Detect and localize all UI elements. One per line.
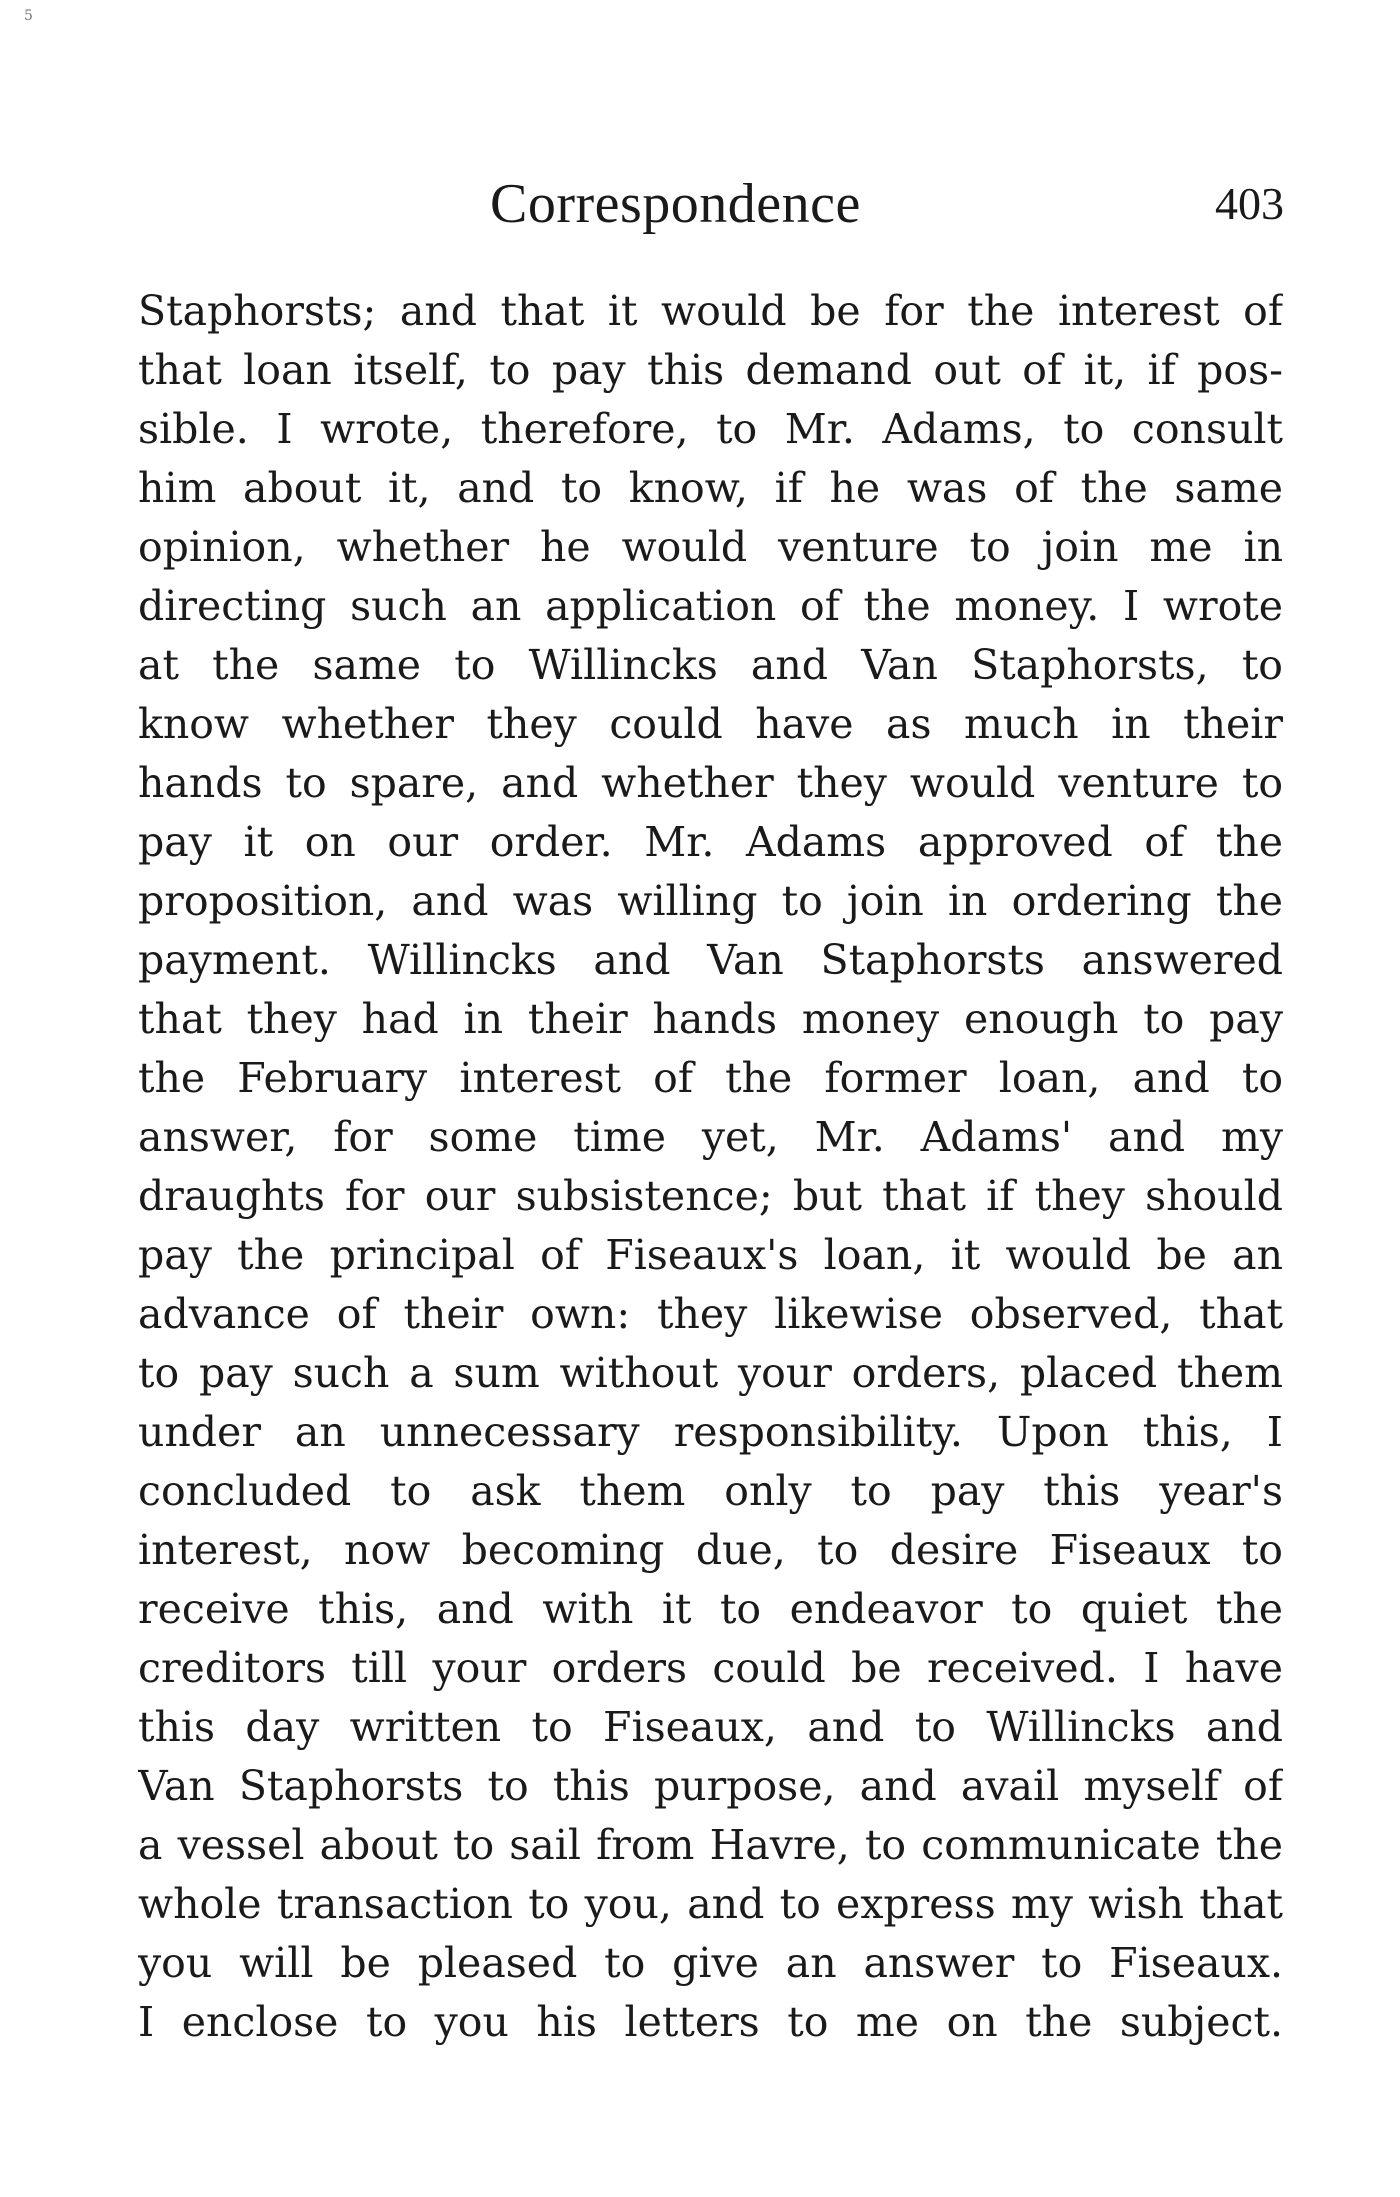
- text-line: proposition, and was willing to join in ordering the: [138, 877, 1283, 925]
- text-line: that they had in their hands money enough to pay: [138, 995, 1283, 1043]
- text-line: pay the principal of Fiseaux's loan, it would be an: [138, 1231, 1283, 1279]
- text-line: a vessel about to sail from Havre, to communicate the: [138, 1821, 1283, 1869]
- text-line: this day written to Fiseaux, and to Willincks and: [138, 1703, 1283, 1751]
- text-line: the February interest of the former loan, and to: [138, 1054, 1283, 1102]
- page-title: Correspondence: [490, 173, 861, 235]
- body-text: [138, 282, 1283, 2052]
- text-line: creditors till your orders could be received. I have: [138, 1644, 1283, 1692]
- text-line: you will be pleased to give an answer to Fiseaux.: [138, 1939, 1283, 1987]
- text-line: payment. Willincks and Van Staphorsts answered: [138, 936, 1283, 984]
- text-line: concluded to ask them only to pay this year's: [138, 1467, 1283, 1515]
- text-line: advance of their own: they likewise observed, that: [138, 1290, 1283, 1338]
- text-line: Van Staphorsts to this purpose, and avail myself of: [138, 1762, 1283, 1810]
- text-line: him about it, and to know, if he was of the same: [138, 464, 1283, 512]
- text-line: at the same to Willincks and Van Staphorsts, to: [138, 641, 1283, 689]
- text-line: to pay such a sum without your orders, placed them: [138, 1349, 1283, 1397]
- text-line: sible. I wrote, therefore, to Mr. Adams, to consult: [138, 405, 1283, 453]
- text-line: opinion, whether he would venture to join me in: [138, 523, 1283, 571]
- corner-mark: 5: [24, 8, 33, 24]
- text-line: that loan itself, to pay this demand out of it, if pos-: [138, 346, 1283, 394]
- text-line: I enclose to you his letters to me on the subject.: [138, 1998, 1283, 2046]
- text-line: know whether they could have as much in their: [138, 700, 1283, 748]
- page-number: 403: [1215, 178, 1284, 229]
- text-line: under an unnecessary responsibility. Upon this, I: [138, 1408, 1283, 1456]
- text-line: directing such an application of the money. I wrote: [138, 582, 1283, 630]
- text-line: hands to spare, and whether they would venture to: [138, 759, 1283, 807]
- text-line: pay it on our order. Mr. Adams approved of the: [138, 818, 1283, 866]
- text-line: interest, now becoming due, to desire Fiseaux to: [138, 1526, 1283, 1574]
- text-line: draughts for our subsistence; but that if they should: [138, 1172, 1283, 1220]
- text-line: answer, for some time yet, Mr. Adams' and my: [138, 1113, 1283, 1161]
- text-line: Staphorsts; and that it would be for the interest of: [138, 287, 1283, 335]
- text-line: receive this, and with it to endeavor to quiet the: [138, 1585, 1283, 1633]
- text-line: whole transaction to you, and to express my wish that: [138, 1880, 1283, 1928]
- running-head: [140, 168, 1284, 248]
